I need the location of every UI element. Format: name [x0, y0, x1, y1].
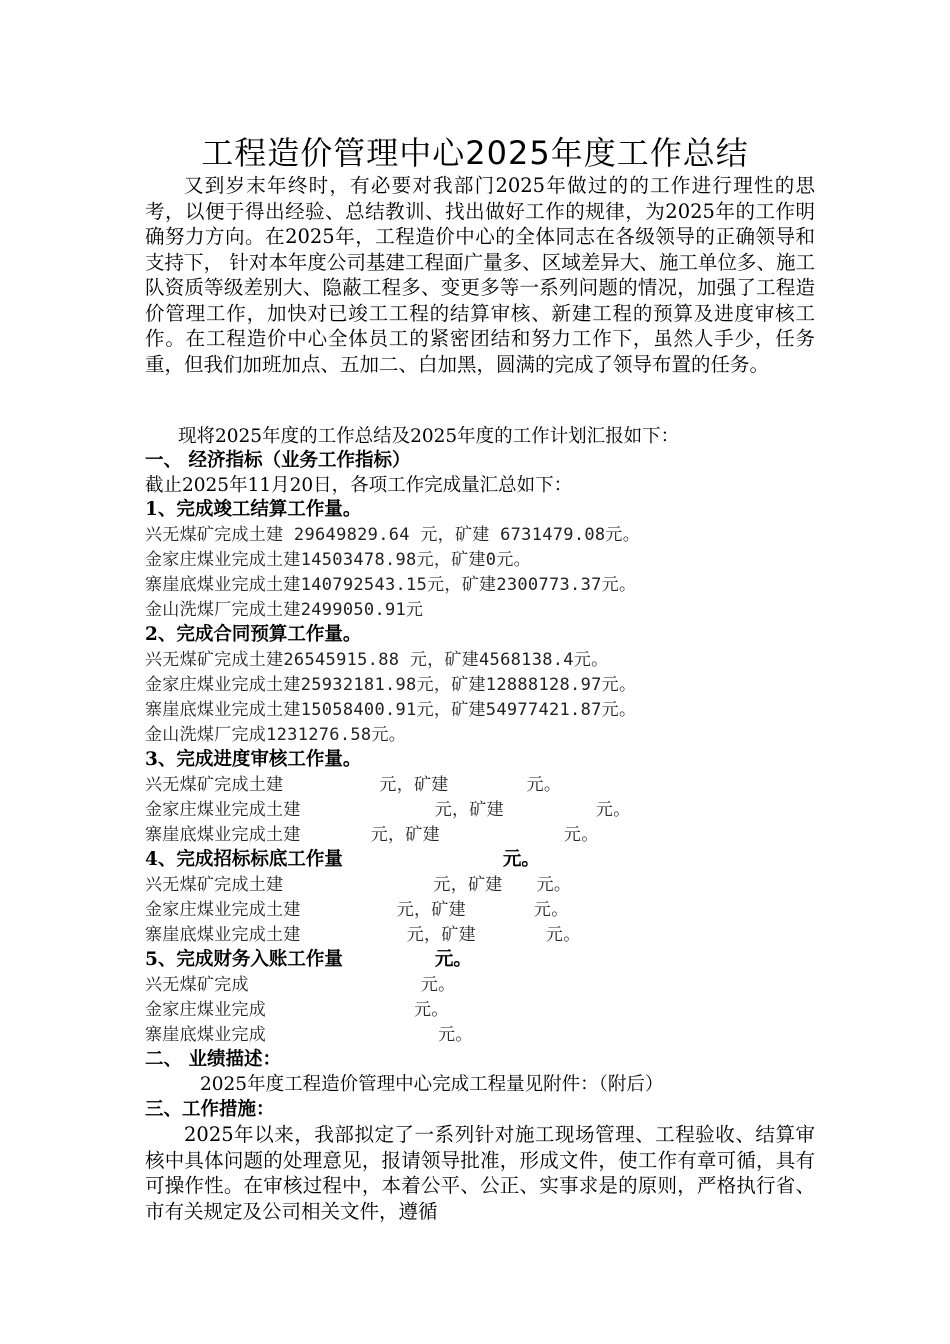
s5-end: 元。	[414, 1000, 449, 1020]
section-3-paragraph: 2025年以来，我部拟定了一系列针对施工现场管理、工程验收、结算审核中具体问题的处理意见，报请领导批准，形成文件，使工作有章可循，具有可操作性。在审核过程中，本着公平、公正、实事求是的原则，严格执行省、市有关规定及公司相关文件，遵循	[145, 1123, 815, 1223]
s3-end: 元。	[563, 825, 599, 845]
subsection-4-heading: 4、完成招标标底工作量 元。	[145, 849, 540, 870]
s5-line	[145, 1023, 473, 1047]
s3-mid: 元，矿建	[370, 825, 440, 845]
s3-mid: 元，矿建	[434, 800, 504, 820]
s4-label: 寨崖底煤业完成土建	[145, 925, 301, 945]
s3-label: 寨崖底煤业完成土建	[145, 825, 301, 845]
s5-label: 金家庄煤业完成	[145, 1000, 267, 1020]
s4-mid: 元，矿建	[433, 875, 503, 895]
s4-mid: 元，矿建	[396, 900, 466, 920]
section-2-heading: 二、 业绩描述：	[145, 1049, 281, 1070]
s4-mid: 元，矿建	[406, 925, 476, 945]
s4-end: 元。	[533, 900, 569, 920]
section-2-text: 2025年度工程造价管理中心完成工程量见附件：（附后）	[200, 1074, 664, 1095]
cutoff-statement: 截止2025年11月20日，各项工作完成量汇总如下：	[145, 475, 573, 496]
document-title: 工程造价管理中心2025年度工作总结	[201, 134, 749, 172]
s2-line: 兴无煤矿完成土建26545915.88 元，矿建4568138.4元。	[145, 650, 609, 670]
s3-line	[145, 773, 561, 797]
s4-end: 元。	[536, 875, 572, 895]
section-3-heading: 三、工作措施：	[145, 1099, 275, 1120]
subsection-5-heading: 5、完成财务入账工作量 元。	[145, 949, 472, 970]
s2-line: 寨崖底煤业完成土建15058400.91元，矿建54977421.87元。	[145, 700, 637, 720]
s3-line	[145, 798, 631, 822]
subsection-1-heading: 1、完成竣工结算工作量。	[145, 499, 362, 520]
s1-line: 金山洗煤厂完成土建2499050.91元	[145, 600, 424, 620]
s5-end: 元。	[438, 1025, 473, 1045]
s3-end: 元。	[526, 775, 562, 795]
s4-line	[145, 923, 581, 947]
s5-label: 寨崖底煤业完成	[145, 1025, 267, 1045]
s5-label: 兴无煤矿完成	[145, 975, 249, 995]
s5-line	[145, 998, 449, 1022]
s3-label: 兴无煤矿完成土建	[145, 775, 284, 795]
s2-line: 金山洗煤厂完成1231276.58元。	[145, 725, 407, 745]
s4-unit: 元。	[502, 849, 540, 870]
section-1-heading: 一、 经济指标（业务工作指标）	[145, 450, 411, 471]
s4-line	[145, 898, 569, 922]
report-intro: 现将2025年度的工作总结及2025年度的工作计划汇报如下：	[178, 426, 680, 447]
s1-line: 寨崖底煤业完成土建140792543.15元，矿建2300773.37元。	[145, 575, 637, 595]
s5-line	[145, 973, 455, 997]
s2-line: 金家庄煤业完成土建25932181.98元，矿建12888128.97元。	[145, 675, 637, 695]
subsection-3-heading: 3、完成进度审核工作量。	[145, 749, 362, 770]
s1-line: 金家庄煤业完成土建14503478.98元，矿建0元。	[145, 550, 531, 570]
s4-line	[145, 873, 571, 897]
s3-mid: 元，矿建	[379, 775, 449, 795]
s3-line	[145, 823, 599, 847]
s5-end: 元。	[420, 975, 456, 995]
s3-end: 元。	[595, 800, 631, 820]
s4-label: 金家庄煤业完成土建	[145, 900, 301, 920]
s5-unit: 元。	[434, 949, 472, 970]
subsection-2-heading: 2、完成合同预算工作量。	[145, 624, 362, 645]
intro-paragraph: 又到岁末年终时，有必要对我部门2025年做过的的工作进行理性的思考，以便于得出经验、总结教训、找出做好工作的规律，为2025年的工作明确努力方向。在2025年，工程造价中心的全体同志在各级领导的正确领导和支持下， 针对本年度公司基建工程面广量多、区域差异大、施工单位多、施工队资质等级差别大、隐蔽工程多、变更多等一系列问题的情况，加强了工程造价管理工作，加快对已竣工工程的结算审核、新建工程的预算及进度审核工作。在工程造价中心全体员工的紧密团结和努力工作下，虽然人手少，任务重，但我们加班加点、五加二、白加黑，圆满的完成了领导布置的任务。	[145, 174, 815, 376]
s1-line: 兴无煤矿完成土建 29649829.64 元，矿建 6731479.08元。	[145, 525, 641, 545]
s4-label: 兴无煤矿完成土建	[145, 875, 284, 895]
s3-label: 金家庄煤业完成土建	[145, 800, 301, 820]
s4-end: 元。	[545, 925, 581, 945]
